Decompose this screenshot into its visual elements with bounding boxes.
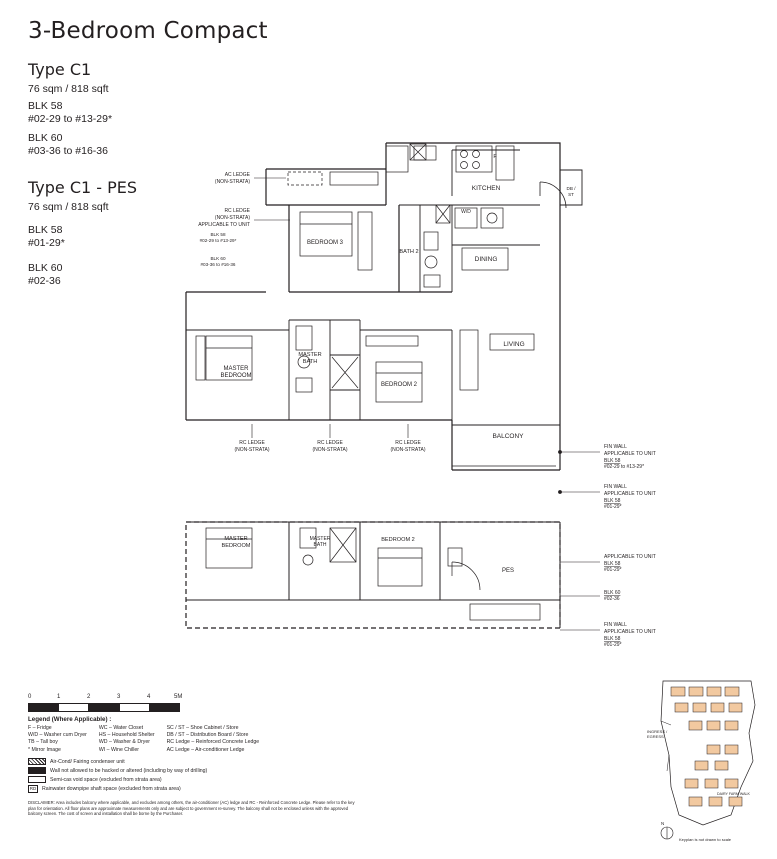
legend-item: * Mirror Image — [28, 746, 61, 753]
type-block-c1 — [28, 60, 109, 95]
annotation-applicable-unit-blk58: APPLICABLE TO UNIT BLK 58 #01-29* — [604, 554, 656, 573]
keyplan-note: Keyplan is not drawn to scale — [679, 837, 732, 842]
scale-bar — [28, 694, 188, 712]
legend-item: RC Ledge – Reinforced Concrete Ledge — [166, 739, 260, 746]
type-c1-pes-block-60 — [28, 262, 62, 288]
legend-title: Legend (Where Applicable) : — [28, 716, 112, 723]
legend-item: WC – Water Closet — [98, 725, 144, 731]
pes-label-pes: PES — [501, 568, 515, 574]
type-c1-pes-name: Type C1 - PES — [28, 178, 138, 197]
legend-item: F – Fridge — [28, 725, 52, 731]
type-c1-block-58 — [28, 100, 112, 126]
room-label-dining: DINING — [474, 256, 498, 263]
hatch-swatch-icon — [28, 758, 46, 765]
room-label-master-bath: MASTER BATH — [298, 352, 322, 365]
unit-label: #02-36 — [28, 275, 61, 287]
blk-label: BLK 58 — [28, 100, 63, 112]
legend-item: HS – Household Shelter — [98, 732, 155, 739]
scale-tick-0: 0 — [28, 694, 32, 700]
annotation-fin-wall-2: FIN WALL APPLICABLE TO UNIT BLK 58 #01-29* — [604, 484, 656, 510]
annotation-rc-ledge-right: RC LEDGE (NON-STRATA) — [390, 440, 426, 453]
room-label-bedroom-3: BEDROOM 3 — [306, 240, 344, 246]
legend-item: AC Ledge – Air-conditioner Ledge — [166, 746, 245, 753]
legend-symbol-wall — [28, 767, 388, 775]
annotation-ac-ledge: AC LEDGE (NON-STRATA) — [214, 172, 250, 185]
room-label-balcony: BALCONY — [492, 433, 524, 440]
type-c1-name: Type C1 — [28, 60, 92, 79]
legend-symbol-rainwater — [28, 785, 388, 793]
blk-label: BLK 60 — [28, 262, 63, 274]
legend-symbol-aircon — [28, 758, 388, 766]
legend-symbol-text: Semi-cas void space (excluded from strata area) — [50, 776, 162, 783]
scale-tick-5: 5M — [174, 694, 183, 700]
scale-tick-4: 4 — [147, 694, 151, 700]
pes-label-bedroom-2: BEDROOM 2 — [381, 537, 415, 543]
type-c1-pes-area: 76 sqm / 818 sqft — [28, 201, 109, 213]
disclaimer-text: DISCLAIMER: Area includes balcony where applicable, and excludes among others, the air-conditioner (AC) ledge and RC - Reinforced Concrete Ledge. Please refer to the key plan for orientation. All floor plans are approximate measurements only and are subject to government re-survey. The balcony shall not be enclosed unless with the approved balcony screen. The cost of screen and installation shall be borne by the Purchaser. — [28, 800, 355, 817]
key-plan — [645, 675, 765, 845]
legend-symbol-text: Air-Cond/ Fairing condenser unit — [50, 758, 125, 765]
legend-item: WI – Wine Chiller — [98, 746, 139, 753]
scale-tick-2: 2 — [87, 694, 91, 700]
annotation-fin-wall-1: FIN WALL APPLICABLE TO UNIT BLK 58 #02-29 to #13-29* — [604, 444, 656, 470]
label-fridge: F — [493, 154, 497, 160]
legend-column-3 — [167, 725, 260, 754]
unit-label: #03-36 to #16-36 — [28, 145, 108, 157]
page-title: 3-Bedroom Compact — [28, 18, 268, 44]
legend-symbol-void — [28, 776, 388, 784]
label-washer-dryer: W/D — [461, 209, 471, 215]
legend-item: DB / ST – Distribution Board / Store — [166, 732, 249, 739]
keyplan-north-label: N — [661, 821, 665, 826]
unit-label: #01-29* — [28, 237, 65, 249]
solid-swatch-icon — [28, 767, 46, 774]
rd-box-icon: RD — [29, 785, 37, 791]
legend-symbol-text: Wall not allowed to be hacked or altered (including by way of drilling) — [50, 767, 208, 774]
type-block-c1-pes — [28, 178, 137, 213]
annotation-rc-ledge-left: RC LEDGE (NON-STRATA) — [234, 440, 270, 453]
annotation-blk60-units: BLK 60 #03-36 to #16-36 — [200, 256, 236, 267]
legend-symbol-text: Rainwater downpipe shaft space (excluded from strata area) — [42, 785, 181, 792]
legend-item: WD – Washer & Dryer — [98, 739, 151, 746]
keyplan-ingress-egress: INGRESS / EGRESS — [647, 729, 668, 739]
legend-item: SC / ST – Shoe Cabinet / Store — [166, 725, 239, 731]
annotation-blk58-units: BLK 58 #02-29 to #13-29* — [199, 232, 237, 243]
legend-column-2 — [99, 725, 155, 754]
annotation-rc-ledge-mid: RC LEDGE (NON-STRATA) — [312, 440, 348, 453]
legend-item: W/D – Washer cum Dryer — [28, 732, 87, 739]
annotation-fin-wall-3: FIN WALL APPLICABLE TO UNIT BLK 58 #01-29* — [604, 622, 656, 648]
room-label-bedroom-2: BEDROOM 2 — [380, 382, 418, 388]
keyplan-walk-label: DAIRY FARM WALK — [717, 792, 750, 796]
type-c1-area: 76 sqm / 818 sqft — [28, 83, 109, 95]
room-label-kitchen: KITCHEN — [471, 185, 501, 192]
pes-label-master-bath: MASTER BATH — [309, 536, 331, 548]
type-c1-pes-block-58 — [28, 224, 65, 250]
annotation-blk60-0236: BLK 60 #02-36 — [604, 590, 621, 602]
annotation-rc-ledge-unit: RC LEDGE (NON-STRATA) APPLICABLE TO UNIT — [198, 208, 250, 228]
blk-label: BLK 58 — [28, 224, 63, 236]
pes-label-master-bedroom: MASTER BEDROOM — [221, 536, 251, 549]
scale-tick-3: 3 — [117, 694, 121, 700]
unit-label: #02-29 to #13-29* — [28, 113, 113, 125]
room-label-bath-2: BATH 2 — [399, 249, 419, 255]
outline-swatch-icon — [28, 776, 46, 783]
type-c1-block-60 — [28, 132, 108, 158]
room-label-db-st: DB / ST — [566, 186, 576, 197]
legend-item: TB – Tall boy — [28, 739, 58, 746]
blk-label: BLK 60 — [28, 132, 63, 144]
legend-column-1 — [28, 725, 87, 754]
legend — [28, 716, 388, 793]
scale-tick-1: 1 — [57, 694, 61, 700]
room-label-living: LIVING — [503, 341, 525, 348]
room-label-master-bedroom: MASTER BEDROOM — [220, 366, 252, 379]
